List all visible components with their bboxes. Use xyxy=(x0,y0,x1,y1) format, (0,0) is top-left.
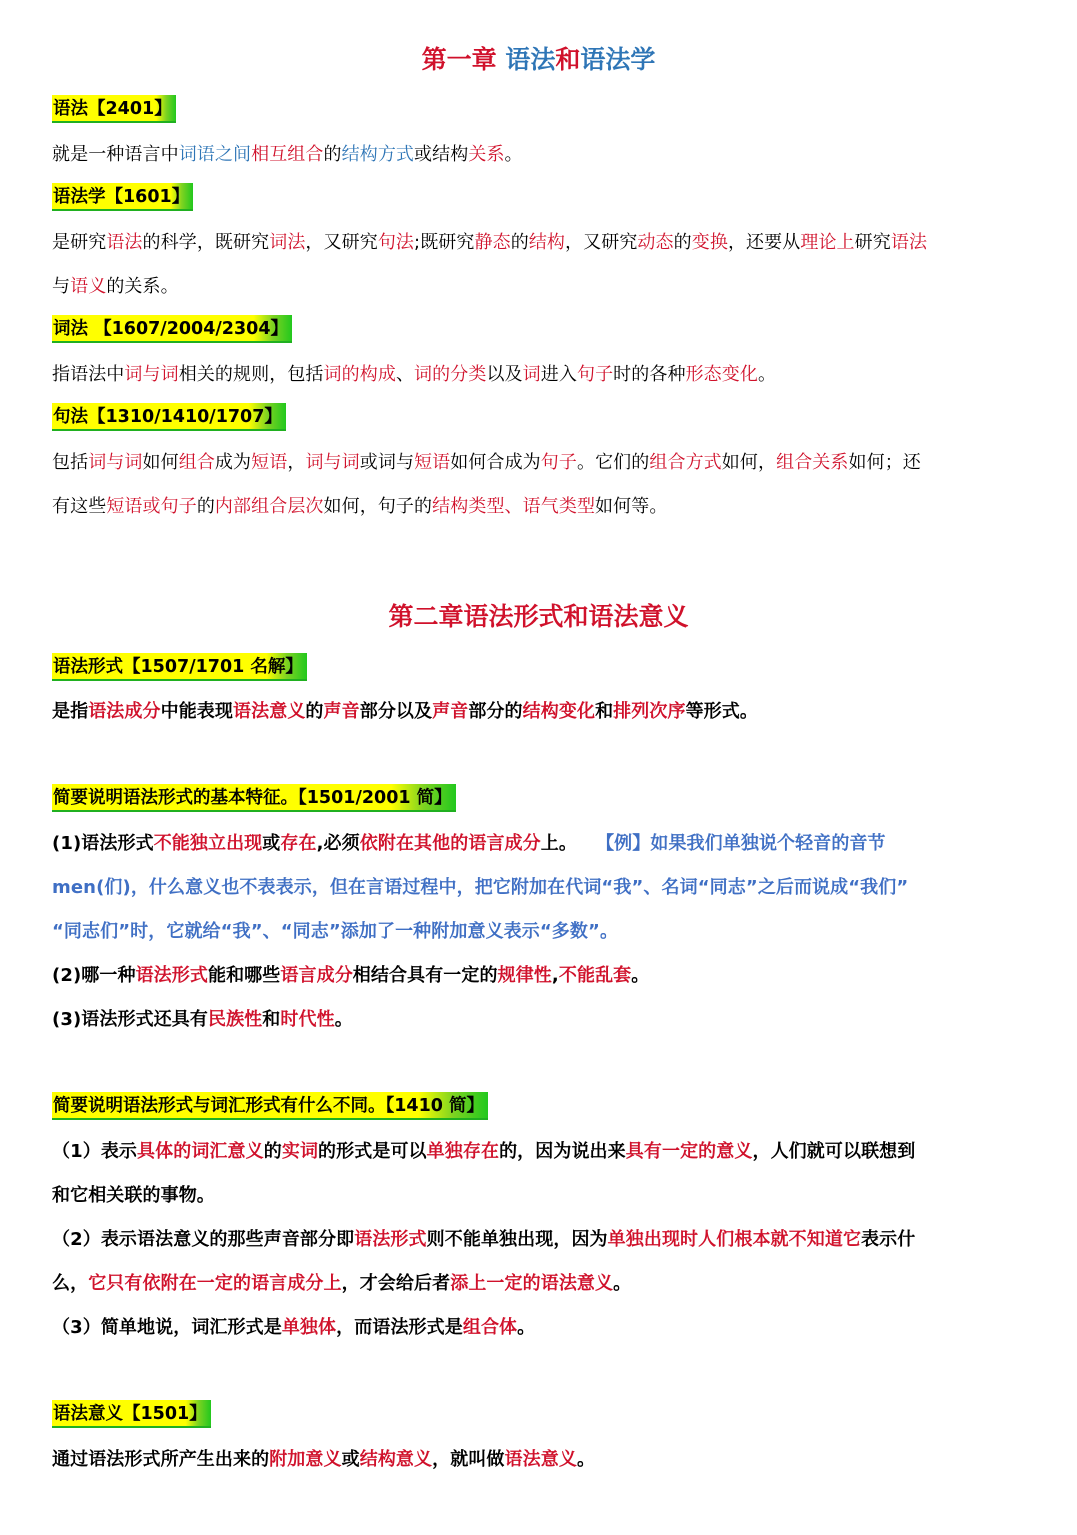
section-heading-morphology: 词法 【1607/2004/2304】 xyxy=(52,315,292,343)
example-line: “同志们”时，它就给“我”、“同志”添加了一种附加意义表示“多数”。 xyxy=(52,921,619,942)
example-line: men(们)，什么意义也不表表示，但在言语过程中，把它附加在代词“我”、名词“同志”之后而说成“我们” xyxy=(52,877,909,898)
section-heading-grammatical-form: 语法形式【1507/1701 名解】 xyxy=(52,653,307,681)
section-heading-form-vs-lexical: 简要说明语法形式与词汇形式有什么不同。【1410 简】 xyxy=(52,1092,488,1120)
paragraph-line: 与语义的关系。 xyxy=(52,276,179,297)
section-heading-grammatical-meaning: 语法意义【1501】 xyxy=(52,1400,211,1428)
paragraph-line: 包括词与词如何组合成为短语，词与词或词与短语如何合成为句子。它们的组合方式如何，组合关系如何；还 xyxy=(52,452,921,473)
paragraph-line: （2）表示语法意义的那些声音部分即语法形式则不能单独出现，因为单独出现时人们根本就不知道它表示什 xyxy=(52,1229,916,1250)
paragraph-line: (1)语法形式不能独立出现或存在,必须依附在其他的语言成分上。 【例】如果我们单独说个轻音的音节 xyxy=(52,833,886,854)
chapter1-title: 第一章 语法和语法学 xyxy=(421,45,656,74)
paragraph-line: 指语法中词与词相关的规则，包括词的构成、词的分类以及词进入句子时的各种形态变化。 xyxy=(52,364,777,385)
paragraph-line: 通过语法形式所产生出来的附加意义或结构意义，就叫做语法意义。 xyxy=(52,1449,596,1470)
section-heading-grammatics: 语法学【1601】 xyxy=(52,183,193,211)
section-heading-grammar: 语法【2401】 xyxy=(52,95,176,123)
paragraph-line: （1）表示具体的词汇意义的实词的形式是可以单独存在的，因为说出来具有一定的意义，人们就可以联想到 xyxy=(52,1141,916,1162)
section-heading-form-features: 简要说明语法形式的基本特征。【1501/2001 简】 xyxy=(52,784,456,812)
paragraph-line: 和它相关联的事物。 xyxy=(52,1185,215,1206)
paragraph-line: 就是一种语言中词语之间相互组合的结构方式或结构关系。 xyxy=(52,144,523,165)
chapter2-title: 第二章语法形式和语法意义 xyxy=(388,602,689,631)
paragraph-line: (2)哪一种语法形式能和哪些语言成分相结合具有一定的规律性,不能乱套。 xyxy=(52,965,650,986)
paragraph-line: 是研究语法的科学，既研究词法，又研究句法;既研究静态的结构，又研究动态的变换，还要从理论上研究语法 xyxy=(52,232,928,253)
paragraph-line: 么，它只有依附在一定的语言成分上，才会给后者添上一定的语法意义。 xyxy=(52,1273,632,1294)
paragraph-line: 有这些短语或句子的内部组合层次如何，句子的结构类型、语气类型如何等。 xyxy=(52,496,668,517)
paragraph-line: (3)语法形式还具有民族性和时代性。 xyxy=(52,1009,353,1030)
section-heading-syntax: 句法【1310/1410/1707】 xyxy=(52,403,286,431)
paragraph-line: 是指语法成分中能表现语法意义的声音部分以及声音部分的结构变化和排列次序等形式。 xyxy=(52,701,758,722)
paragraph-line: （3）简单地说，词汇形式是单独体，而语法形式是组合体。 xyxy=(52,1317,536,1338)
